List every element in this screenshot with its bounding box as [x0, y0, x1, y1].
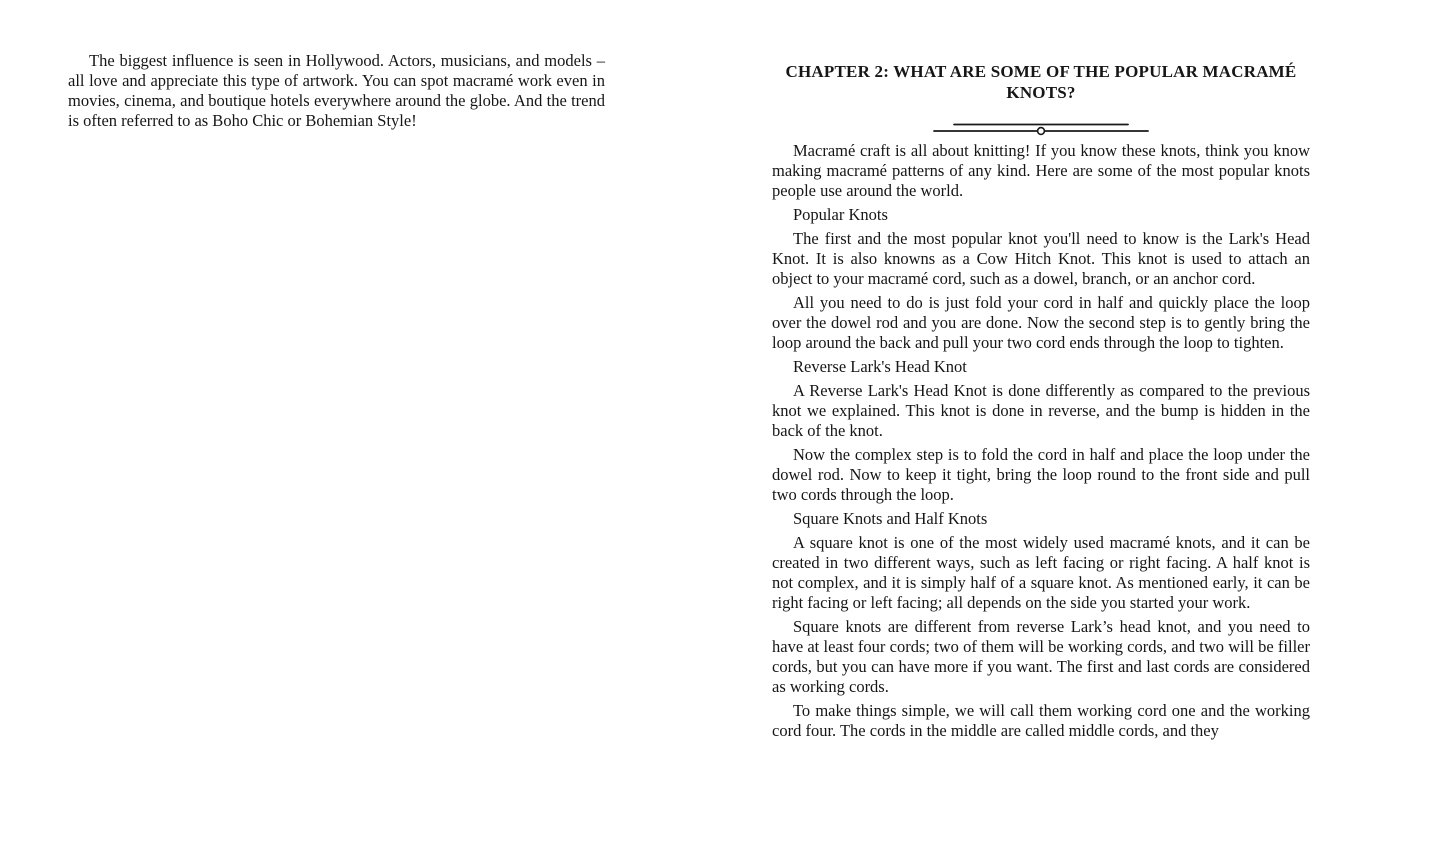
- section-subheading: Square Knots and Half Knots: [793, 509, 988, 528]
- paragraph: Now the complex step is to fold the cord in half and place the loop under the dowel rod. Now to keep it tight, bring the loop round to the front side and pull two cords through the loop.: [772, 445, 1310, 504]
- paragraph: Square knots are different from reverse Lark’s head knot, and you need to have at least four cords; two of them will be working cords, and two will be filler cords, but you can have more if you want. The first and last cords are considered as working cords.: [772, 617, 1310, 696]
- right-page: [772, 61, 1310, 745]
- section-subheading: Popular Knots: [793, 205, 888, 224]
- section-subheading: Reverse Lark's Head Knot: [793, 357, 967, 376]
- chapter-heading: CHAPTER 2: WHAT ARE SOME OF THE POPULAR MACRAMÉ KNOTS?: [785, 62, 1297, 102]
- paragraph: Macramé craft is all about knitting! If you know these knots, think you know making macramé patterns of any kind. Here are some of the most popular knots people use around the world.: [772, 141, 1310, 200]
- paragraph: All you need to do is just fold your cord in half and quickly place the loop over the dowel rod and you are done. Now the second step is to gently bring the loop around the back and pull your two cord ends through the loop to tighten.: [772, 293, 1310, 352]
- paragraph: A Reverse Lark's Head Knot is done differently as compared to the previous knot we explained. This knot is done in reverse, and the bump is hidden in the back of the knot.: [772, 381, 1310, 440]
- paragraph: To make things simple, we will call them working cord one and the working cord four. The cords in the middle are called middle cords, and they: [772, 701, 1310, 740]
- paragraph: The biggest influence is seen in Hollywood. Actors, musicians, and models – all love and appreciate this type of artwork. You can spot macramé work even in movies, cinema, and boutique hotels everywhere around the globe. And the trend is often referred to as Boho Chic or Bohemian Style!: [68, 51, 605, 130]
- left-page: [68, 51, 605, 135]
- paragraph: A square knot is one of the most widely used macramé knots, and it can be created in two different ways, such as left facing or right facing. A half knot is not complex, and it is simply half of a square knot. As mentioned early, it can be right facing or left facing; all depends on the side you started your work.: [772, 533, 1310, 612]
- paragraph: The first and the most popular knot you'll need to know is the Lark's Head Knot. It is also knowns as a Cow Hitch Knot. This knot is used to attach an object to your macramé cord, such as a dowel, branch, or an anchor cord.: [772, 229, 1310, 288]
- ornamental-divider-icon: [933, 120, 1149, 136]
